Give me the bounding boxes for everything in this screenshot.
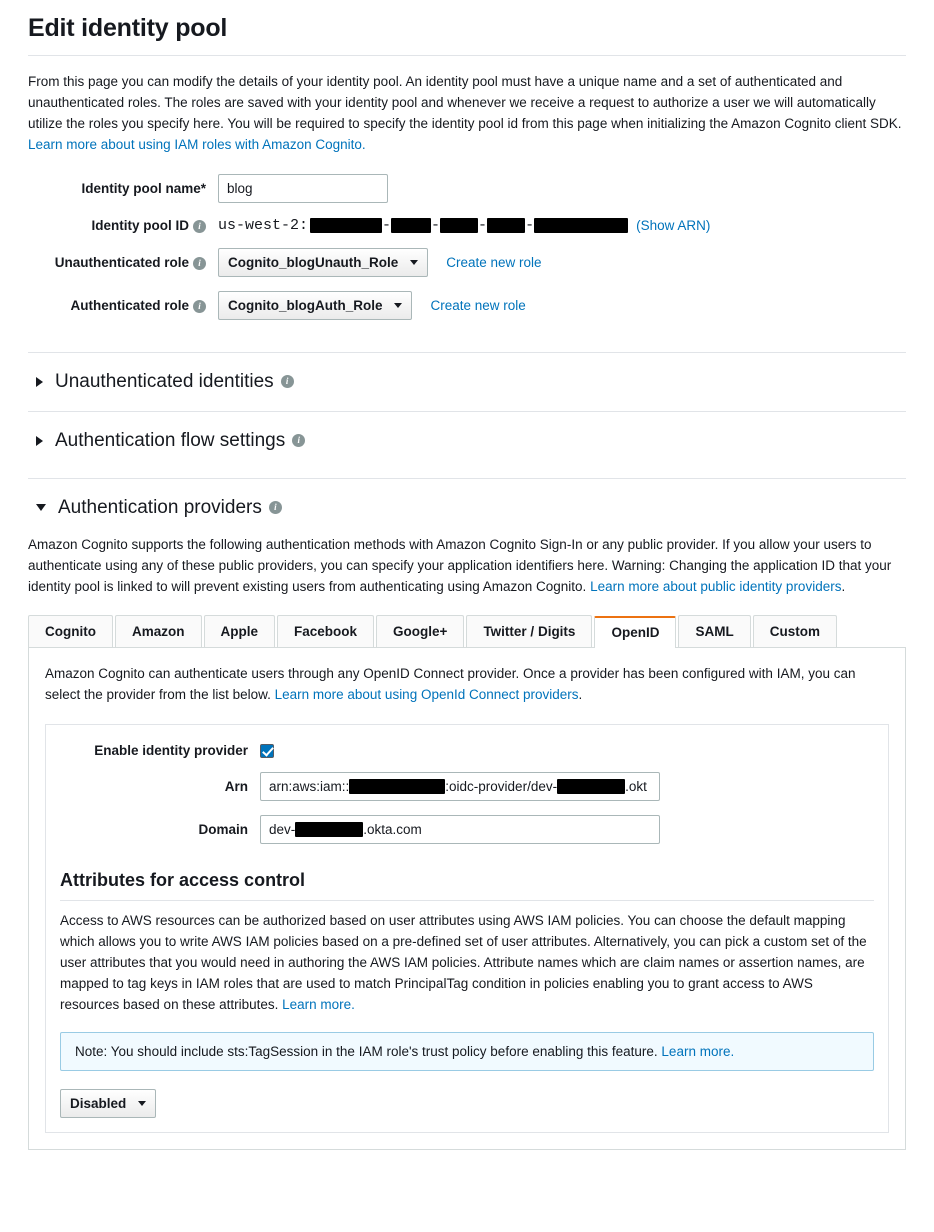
authenticated-role-dropdown[interactable]: [218, 291, 412, 320]
authenticated-role-label: [28, 298, 218, 313]
identity-pool-id-label: [28, 218, 218, 233]
chevron-down-icon: [138, 1101, 146, 1106]
enable-identity-provider-row: [60, 743, 874, 758]
tag-session-note-text: Note: You should include sts:TagSession in the IAM role's trust policy before enabling this feature.: [75, 1043, 662, 1059]
info-icon[interactable]: i: [193, 220, 206, 233]
unauthenticated-role-label: [28, 255, 218, 270]
provider-tabs: [28, 615, 906, 647]
chevron-right-icon: [36, 436, 43, 446]
chevron-right-icon: [36, 377, 43, 387]
unauthenticated-role-label-text: Unauthenticated role: [54, 254, 189, 270]
page-intro: [28, 72, 906, 156]
id-dash-2: -: [431, 216, 441, 234]
tab-twitter-digits[interactable]: Twitter / Digits: [466, 615, 592, 647]
authenticated-role-label-text: Authenticated role: [70, 297, 189, 313]
title-divider: [28, 55, 906, 56]
auth-flow-settings-title-text: Authentication flow settings: [55, 429, 286, 451]
arn-label: Arn: [224, 779, 248, 795]
redacted-block: [349, 779, 445, 794]
openid-panel-description-text: Amazon Cognito can authenticate users through any OpenID Connect provider. Once a provider has been configured with IAM, you can select the provider from the list below.: [45, 666, 856, 703]
attributes-description-text: Access to AWS resources can be authorized based on user attributes using AWS IAM policies. You can choose the default mapping which allows you to write AWS IAM policies based on a pre-defined set of user attributes. Alternatively, you can pick a custom set of the user attributes that you would need in authoring the AWS IAM policies. Attribute names which are claim names or assertion names, are mapped to tag keys in IAM roles that are used to match PrincipalTag condition in policies enabling you to grant access to AWS resources based on these attributes.: [60, 913, 867, 1012]
tab-cognito[interactable]: Cognito: [28, 615, 113, 647]
domain-value-start: dev-: [269, 822, 296, 838]
authenticated-role-row: [28, 291, 906, 320]
redacted-block: [295, 822, 363, 837]
info-icon[interactable]: i: [269, 501, 282, 514]
tab-google-plus[interactable]: Google+: [376, 615, 464, 647]
info-icon[interactable]: i: [193, 300, 206, 313]
chevron-down-icon: [394, 303, 402, 308]
unauthenticated-identities-title: [55, 371, 294, 393]
identity-pool-id-prefix: us-west-2:: [218, 216, 309, 234]
tab-facebook[interactable]: Facebook: [277, 615, 374, 647]
tab-custom[interactable]: Custom: [753, 615, 837, 647]
redacted-block: [391, 218, 431, 233]
domain-label: Domain: [198, 822, 248, 838]
arn-input[interactable]: [260, 772, 660, 801]
openid-provider-box: [45, 724, 889, 1133]
id-dash-4: -: [525, 216, 535, 234]
attribute-mapping-dropdown[interactable]: [60, 1089, 156, 1118]
enable-identity-provider-checkbox[interactable]: [260, 744, 274, 758]
edit-identity-pool-page: [0, 14, 934, 1170]
tab-apple[interactable]: Apple: [204, 615, 276, 647]
auth-providers-header[interactable]: [28, 497, 906, 519]
arn-value-start: arn:aws:iam::: [269, 779, 350, 795]
arn-row: [60, 772, 874, 801]
tab-saml[interactable]: SAML: [678, 615, 750, 647]
attributes-learn-more-link[interactable]: Learn more.: [282, 996, 355, 1012]
tag-session-learn-more-link[interactable]: Learn more.: [661, 1043, 735, 1059]
unauthenticated-role-dropdown[interactable]: [218, 248, 428, 277]
openid-panel-description: [45, 664, 889, 706]
redacted-block: [534, 218, 628, 233]
page-intro-text: From this page you can modify the details of your identity pool. An identity pool must have a unique name and a set of authenticated and unauthenticated roles. The roles are saved with your identity pool and whenever we receive a request to authorize a user we will automatically utilize the roles you specify here. You will be required to specify the identity pool id from this page when initializing the Amazon Cognito client SDK.: [28, 74, 902, 131]
tag-session-note: [60, 1032, 874, 1071]
redacted-block: [487, 218, 525, 233]
page-title: Edit identity pool: [28, 14, 228, 42]
authenticated-role-selected: Cognito_blogAuth_Role: [228, 297, 383, 313]
identity-pool-name-row: [28, 174, 906, 203]
auth-providers-description: [28, 535, 906, 598]
show-arn-link[interactable]: (Show ARN): [636, 217, 711, 233]
create-authenticated-role-link[interactable]: Create new role: [430, 297, 526, 313]
unauthenticated-role-row: [28, 248, 906, 277]
unauthenticated-identities-header[interactable]: [28, 371, 906, 393]
auth-providers-title: [58, 497, 282, 519]
section-auth-flow-settings: [28, 411, 906, 452]
tab-openid[interactable]: OpenID: [594, 616, 676, 648]
attributes-for-access-control-heading: Attributes for access control: [60, 870, 874, 901]
domain-input[interactable]: [260, 815, 660, 844]
openid-panel-description-end: .: [578, 687, 583, 703]
info-icon[interactable]: i: [292, 434, 305, 447]
openid-connect-learn-more-link[interactable]: Learn more about using OpenId Connect providers: [274, 687, 579, 703]
auth-providers-description-end: .: [841, 578, 846, 594]
unauthenticated-identities-title-text: Unauthenticated identities: [55, 370, 274, 392]
create-unauthenticated-role-link[interactable]: Create new role: [446, 254, 542, 270]
enable-identity-provider-label: Enable identity provider: [94, 743, 248, 759]
info-icon[interactable]: i: [281, 375, 294, 388]
arn-value-mid: :oidc-provider/dev-: [445, 779, 558, 795]
auth-flow-settings-title: [55, 430, 305, 452]
domain-value-end: .okta.com: [363, 822, 422, 838]
iam-roles-learn-more-link[interactable]: Learn more about using IAM roles with Amazon Cognito.: [28, 136, 366, 152]
redacted-block: [310, 218, 382, 233]
identity-pool-id-row: [28, 217, 906, 234]
auth-providers-title-text: Authentication providers: [58, 496, 262, 518]
id-dash-1: -: [382, 216, 392, 234]
identity-pool-id-value: [218, 217, 710, 234]
unauthenticated-role-selected: Cognito_blogUnauth_Role: [228, 254, 399, 270]
redacted-block: [440, 218, 478, 233]
public-identity-providers-link[interactable]: Learn more about public identity providers: [590, 578, 842, 594]
section-auth-providers: [28, 478, 906, 1150]
identity-pool-id-label-text: Identity pool ID: [91, 217, 189, 233]
identity-pool-name-input[interactable]: [218, 174, 388, 203]
chevron-down-icon: [410, 260, 418, 265]
arn-value-end: .okt: [625, 779, 647, 795]
openid-tab-panel: [28, 647, 906, 1149]
section-unauthenticated-identities: [28, 352, 906, 393]
identity-pool-name-label: Identity pool name*: [81, 180, 206, 196]
chevron-down-icon: [36, 504, 46, 511]
id-dash-3: -: [478, 216, 488, 234]
auth-providers-description-text: Amazon Cognito supports the following authentication methods with Amazon Cognito Sign-In or any public provider. If you allow your users to authenticate using any of these public providers, you can specify your application identifiers here. Warning: Changing the application ID that your identity pool is linked to will prevent existing users from authenticating using Amazon Cognito.: [28, 536, 892, 594]
attributes-description: [60, 911, 874, 1016]
domain-row: [60, 815, 874, 844]
auth-flow-settings-header[interactable]: [28, 430, 906, 452]
redacted-block: [557, 779, 625, 794]
tab-amazon[interactable]: Amazon: [115, 615, 202, 647]
attribute-mapping-selected: Disabled: [70, 1095, 127, 1111]
info-icon[interactable]: i: [193, 257, 206, 270]
